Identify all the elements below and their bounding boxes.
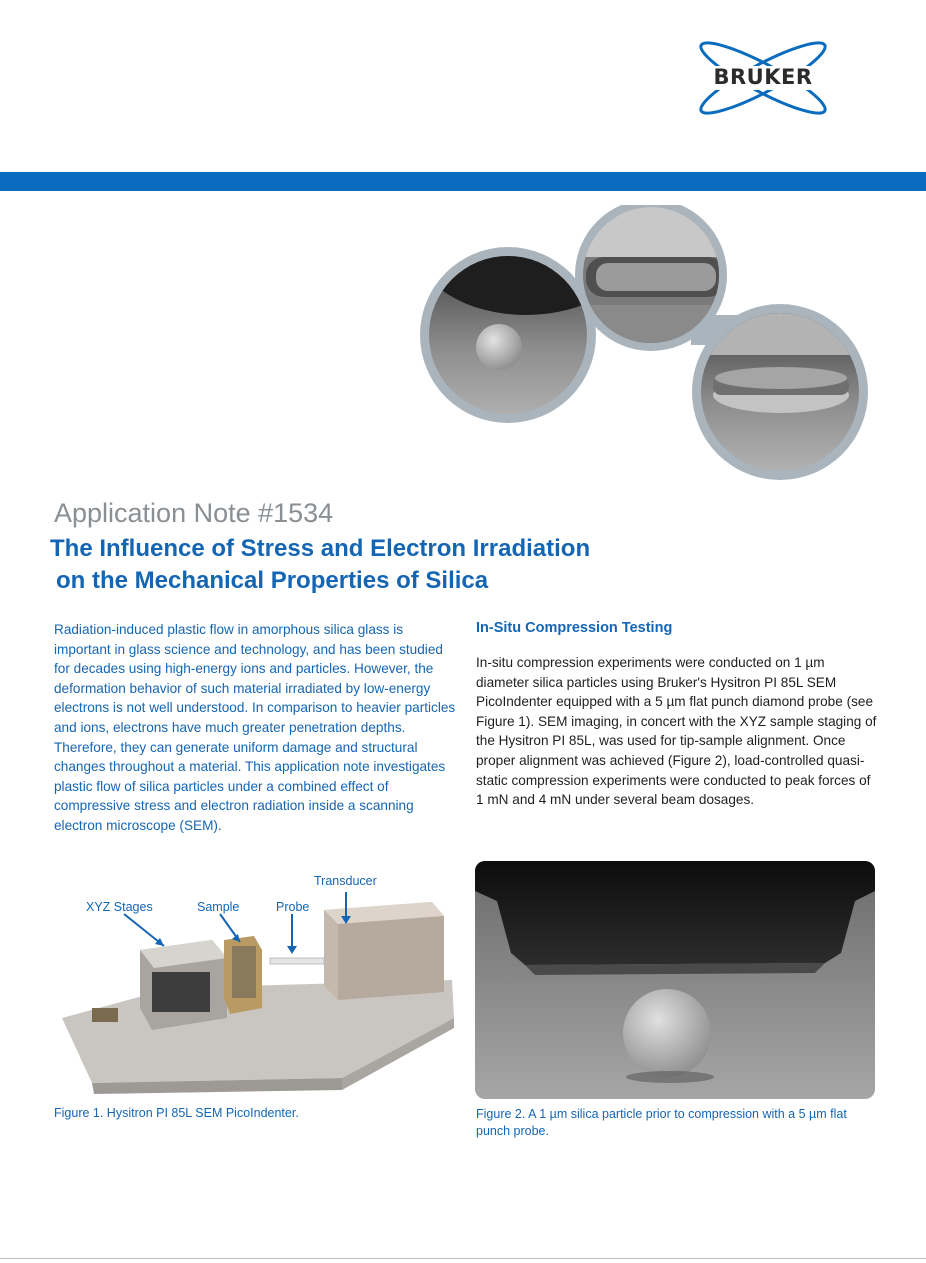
section-body: In-situ compression experiments were conducted on 1 µm diameter silica particles using Bruker's Hysitron PI 85L SEM PicoIndenter equipped with a 5 µm flat punch diamond probe (see Figure 1). SEM imaging, in concert with the XYZ sample staging of the Hysitron PI 85L, was used for tip-sample alignment. Once proper alignment was achieved (Figure 2), load-controlled quasi-static compression experiments were conducted to peak forces of 1 mN and 4 mN under several beam dosages. xyxy=(476,655,877,808)
callout-probe: Probe xyxy=(276,900,310,914)
figure-1-instrument xyxy=(52,868,464,1098)
header-bar xyxy=(0,172,926,191)
document-title xyxy=(50,533,750,597)
footer-rule xyxy=(0,1258,926,1259)
title-line-2: on the Mechanical Properties of Silica xyxy=(56,567,489,594)
callout-sample: Sample xyxy=(197,900,240,914)
figure-2-sem-image xyxy=(475,861,875,1099)
application-note-number: Application Note #1534 xyxy=(54,498,334,528)
callout-xyz-stages: XYZ Stages xyxy=(86,900,153,914)
section-heading: In-Situ Compression Testing xyxy=(476,620,673,636)
callout-transducer: Transducer xyxy=(314,874,377,888)
figure-1-caption: Figure 1. Hysitron PI 85L SEM PicoIndenter. xyxy=(54,1106,299,1120)
brand-name: BRUKER xyxy=(713,65,813,89)
figure-2-caption: Figure 2. A 1 µm silica particle prior to compression with a 5 µm flat punch probe. xyxy=(476,1107,847,1138)
sem-particle-image xyxy=(475,861,875,1099)
sem-micrograph-series xyxy=(416,205,871,485)
bruker-logo xyxy=(688,38,838,118)
intro-paragraph: Radiation-induced plastic flow in amorphous silica glass is important in glass science and technology, and has been studied for decades using high-energy ions and particles. However, the deformation behavior of such material irradiated by low-energy electrons is not well understood. In comparison to heavier particles and ions, electrons have much greater penetration depths. Therefore, they can generate uniform damage and structural changes throughout a material. This application note investigates plastic flow of silica particles under a combined effect of compressive stress and electron radiation inside a scanning electron microscope (SEM). xyxy=(54,622,456,833)
title-line-1: The Influence of Stress and Electron Irradiation xyxy=(50,535,591,562)
